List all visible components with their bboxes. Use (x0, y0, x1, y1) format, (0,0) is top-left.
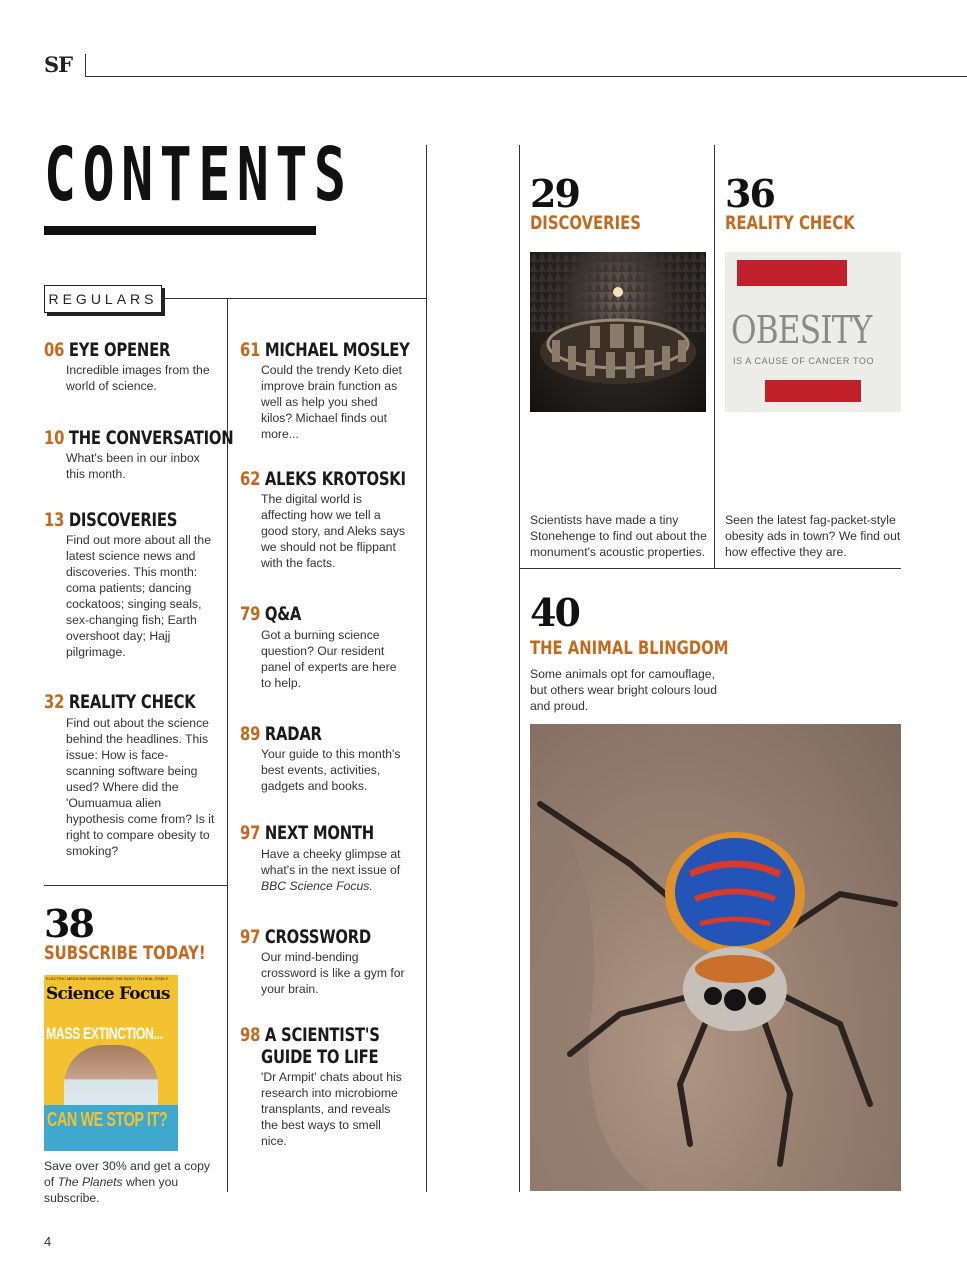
list-item[interactable] (240, 468, 424, 490)
peacock-spider-image[interactable] (530, 724, 901, 1191)
page-number: 4 (44, 1234, 52, 1249)
entry-heading-line2: GUIDE TO LIFE (261, 1046, 379, 1068)
feature-heading[interactable]: REALITY CHECK (725, 212, 855, 234)
ad-red-band (737, 260, 847, 286)
cover-brand: Science Focus (46, 984, 170, 1004)
list-item[interactable] (44, 691, 224, 713)
entry-heading: 61 MICHAEL MOSLEY (240, 339, 410, 361)
list-item[interactable] (240, 723, 424, 745)
feature-description: Seen the latest fag-packet-style obesity ads in town? We find out how effective they are. (725, 513, 901, 559)
magazine-cover[interactable] (44, 975, 178, 1151)
list-item[interactable] (44, 509, 224, 531)
entry-heading: 32 REALITY CHECK (44, 691, 196, 713)
stonehenge-icon (530, 252, 706, 412)
entry-heading: 89 RADAR (240, 723, 322, 745)
feature-heading[interactable]: DISCOVERIES (530, 212, 641, 234)
entry-heading: 10 THE CONVERSATION (44, 427, 234, 449)
column-divider (426, 145, 427, 1192)
obesity-ad-image[interactable] (725, 252, 901, 412)
entry-description: Our mind-bending crossword is like a gym for your brain. (261, 950, 405, 996)
ad-subtext: IS A CAUSE OF CANCER TOO (733, 356, 875, 366)
stonehenge-image[interactable] (530, 252, 706, 412)
entry-description: Your guide to this month's best events, activities, gadgets and books. (261, 747, 401, 793)
list-item[interactable] (240, 822, 424, 844)
entry-heading: 79 Q&A (240, 603, 302, 625)
entry-description: The digital world is affecting how we tell a good story, and Aleks says we should not be flippant with the facts. (261, 492, 406, 570)
entry-description: Incredible images from the world of science. (66, 363, 210, 393)
entry-description: Find out about the science behind the headlines. This issue: How is face-scanning software being used? Where did the 'Oumuamua alien hypothesis come from? Is it right to compare obesity to smoking? (66, 716, 215, 858)
entry-heading: 97 NEXT MONTH (240, 822, 374, 844)
entry-heading: 97 CROSSWORD (240, 926, 371, 948)
column-divider (519, 145, 520, 1192)
entry-heading: 62 ALEKS KROTOSKI (240, 468, 406, 490)
cover-subhead: CAN WE STOP IT? (47, 1109, 168, 1131)
cover-topline: ELECTRIC MEDICINE HARNESSING THE BODY TO HEAL ITSELF (46, 976, 169, 981)
list-item[interactable] (44, 427, 234, 449)
list-item[interactable] (240, 926, 424, 948)
list-item[interactable] (240, 1024, 424, 1068)
cover-face (64, 1045, 158, 1107)
feature-description: Scientists have made a tiny Stonehenge to find out about the monument's acoustic properties. (530, 513, 707, 559)
list-item[interactable] (240, 603, 424, 625)
entry-heading: 98 A SCIENTIST'S (240, 1024, 380, 1046)
title-underline (44, 226, 316, 235)
header-rule (85, 76, 967, 77)
entry-heading: 06 EYE OPENER (44, 339, 171, 361)
entry-description: Find out more about all the latest science news and discoveries. This month: coma patients; dancing cockatoos; singing seals, sex-changing fish; Earth overshoot day; Hajj pilgrimage. (66, 533, 211, 659)
ad-red-band (765, 380, 861, 402)
logo-divider (85, 54, 86, 76)
feature-page-number: 36 (725, 171, 774, 216)
list-item[interactable] (44, 339, 224, 361)
spider-icon (530, 724, 901, 1191)
entry-description: 'Dr Armpit' chats about his research into microbiome transplants, and reveals the best ways to smell nice. (261, 1070, 402, 1148)
feature-page-number: 29 (530, 171, 579, 216)
magazine-logo: SF (44, 52, 73, 77)
subscribe-rule (44, 885, 227, 886)
feature-description: Some animals opt for camouflage, but others wear bright colours loud and proud. (530, 667, 717, 713)
cover-headline: MASS EXTINCTION... (46, 1024, 163, 1043)
subscribe-page-number: 38 (44, 901, 93, 946)
feature-page-number: 40 (530, 590, 579, 635)
subscribe-heading[interactable]: SUBSCRIBE TODAY! (44, 942, 206, 964)
feature-heading[interactable]: THE ANIMAL BLINGDOM (530, 637, 729, 659)
list-item[interactable] (240, 339, 424, 361)
entry-heading: 13 DISCOVERIES (44, 509, 178, 531)
page-title: CONTENTS (44, 132, 353, 218)
ad-headline: OBESITY (731, 308, 872, 352)
column-divider (714, 145, 715, 568)
subscribe-description: Save over 30% and get a copy of The Planets when you subscribe. (44, 1159, 210, 1205)
entry-description: Could the trendy Keto diet improve brain function as well as help you shed kilos? Michael finds out more... (261, 363, 402, 441)
entry-description: Got a burning science question? Our resident panel of experts are here to help. (261, 628, 397, 690)
feature-rule (519, 568, 901, 569)
section-label: REGULARS (44, 285, 162, 313)
entry-description: What's been in our inbox this month. (66, 451, 200, 481)
regulars-rule (164, 298, 426, 299)
entry-description: Have a cheeky glimpse at what's in the next issue of BBC Science Focus. (261, 847, 401, 893)
